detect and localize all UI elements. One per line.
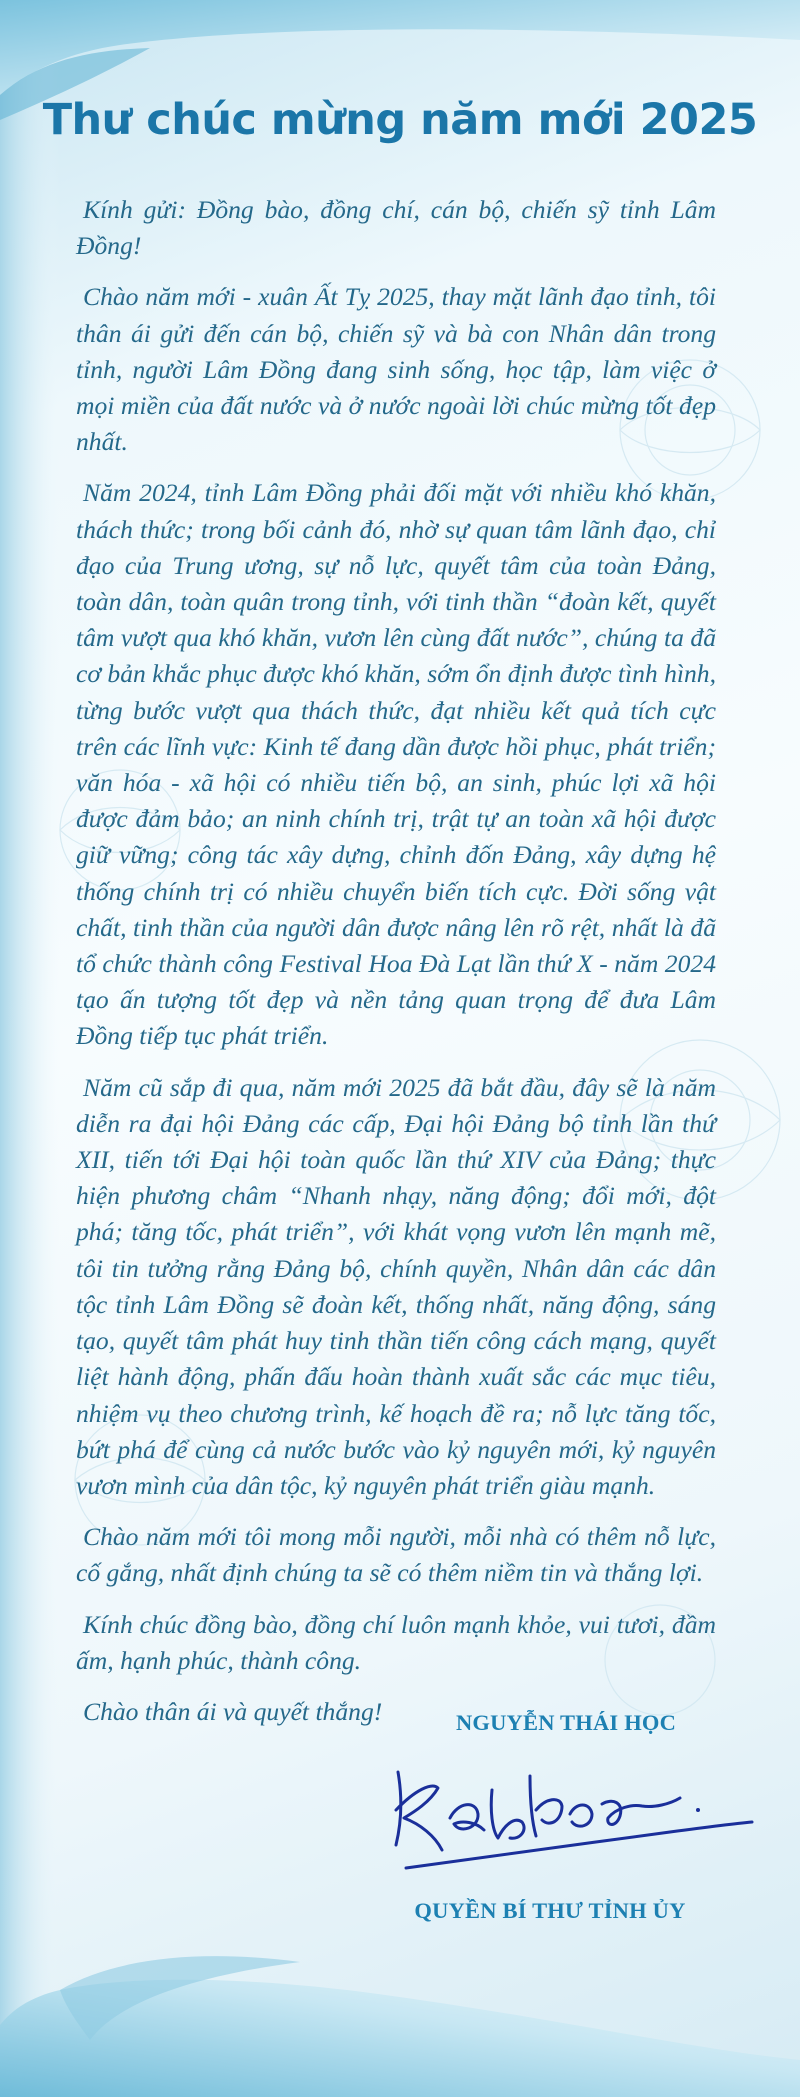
closing-line: Chào thân ái và quyết thắng! bbox=[83, 1696, 383, 1726]
paragraph: Năm 2024, tỉnh Lâm Đồng phải đối mặt với nhiều khó khăn, thách thức; trong bối cảnh đó, nhờ sự quan tâm lãnh đạo, chỉ đạo của Trung ương, sự nỗ lực, quyết tâm của toàn Đảng, toàn dân, toàn quân trong tỉnh, với tinh thần “đoàn kết, quyết tâm vượt qua khó khăn, vươn lên cùng đất nước”, chúng ta đã cơ bản khắc phục được khó khăn, sớm ổn định được tình hình, từng bước vượt qua thách thức, đạt nhiều kết quả tích cực trên các lĩnh vực: Kinh tế đang dần được hồi phục, phát triển; văn hóa - xã hội có nhiều tiến bộ, an sinh, phúc lợi xã hội được đảm bảo; an ninh chính trị, trật tự an toàn xã hội được giữ vững; công tác xây dựng, chỉnh đốn Đảng, xây dựng hệ thống chính trị có nhiều chuyển biến tích cực. Đời sống vật chất, tinh thần của người dân được nâng lên rõ rệt, nhất là đã tổ chức thành công Festival Hoa Đà Lạt lần thứ X - năm 2024 tạo ấn tượng tốt đẹp và nền tảng quan trọng để đưa Lâm Đồng tiếp tục phát triển. bbox=[76, 478, 716, 1051]
paragraph: Chào năm mới - xuân Ất Tỵ 2025, thay mặt lãnh đạo tỉnh, tôi thân ái gửi đến cán bộ, chiến sỹ và bà con Nhân dân trong tỉnh, người Lâm Đồng đang sinh sống, học tập, làm việc ở mọi miền của đất nước và ở nước ngoài lời chúc mừng tốt đẹp nhất. bbox=[76, 282, 716, 457]
paragraph: Kính chúc đồng bào, đồng chí luôn mạnh khỏe, vui tươi, đầm ấm, hạnh phúc, thành công. bbox=[76, 1609, 716, 1675]
handwritten-signature bbox=[380, 1740, 760, 1880]
letter-title: Thư chúc mừng năm mới 2025 bbox=[42, 95, 758, 145]
signer-name: NGUYỄN THÁI HỌC bbox=[455, 1710, 677, 1735]
letter-body bbox=[76, 192, 716, 1745]
paragraph: Chào năm mới tôi mong mỗi người, mỗi nhà có thêm nỗ lực, cố gắng, nhất định chúng ta sẽ có thêm niềm tin và thắng lợi. bbox=[76, 1522, 716, 1588]
greeting: Kính gửi: Đồng bào, đồng chí, cán bộ, chiến sỹ tỉnh Lâm Đồng! bbox=[76, 195, 716, 261]
paragraph: Năm cũ sắp đi qua, năm mới 2025 đã bắt đầu, đây sẽ là năm diễn ra đại hội Đảng các cấp, Đại hội Đảng bộ tỉnh lần thứ XII, tiến tới Đại hội toàn quốc lần thứ XIV của Đảng; thực hiện phương châm “Nhanh nhạy, năng động; đổi mới, đột phá; tăng tốc, phát triển”, với khát vọng vươn lên mạnh mẽ, tôi tin tưởng rằng Đảng bộ, chính quyền, Nhân dân các dân tộc tỉnh Lâm Đồng sẽ đoàn kết, thống nhất, năng động, sáng tạo, quyết tâm phát huy tinh thần tiến công cách mạng, quyết liệt hành động, phấn đấu hoàn thành xuất sắc các mục tiêu, nhiệm vụ theo chương trình, kế hoạch đề ra; nỗ lực tăng tốc, bứt phá để cùng cả nước bước vào kỷ nguyên mới, kỷ nguyên vươn mình của dân tộc, kỷ nguyên phát triển giàu mạnh. bbox=[76, 1072, 716, 1500]
signer-title: QUYỀN BÍ THƯ TỈNH ỦY bbox=[414, 1898, 686, 1923]
